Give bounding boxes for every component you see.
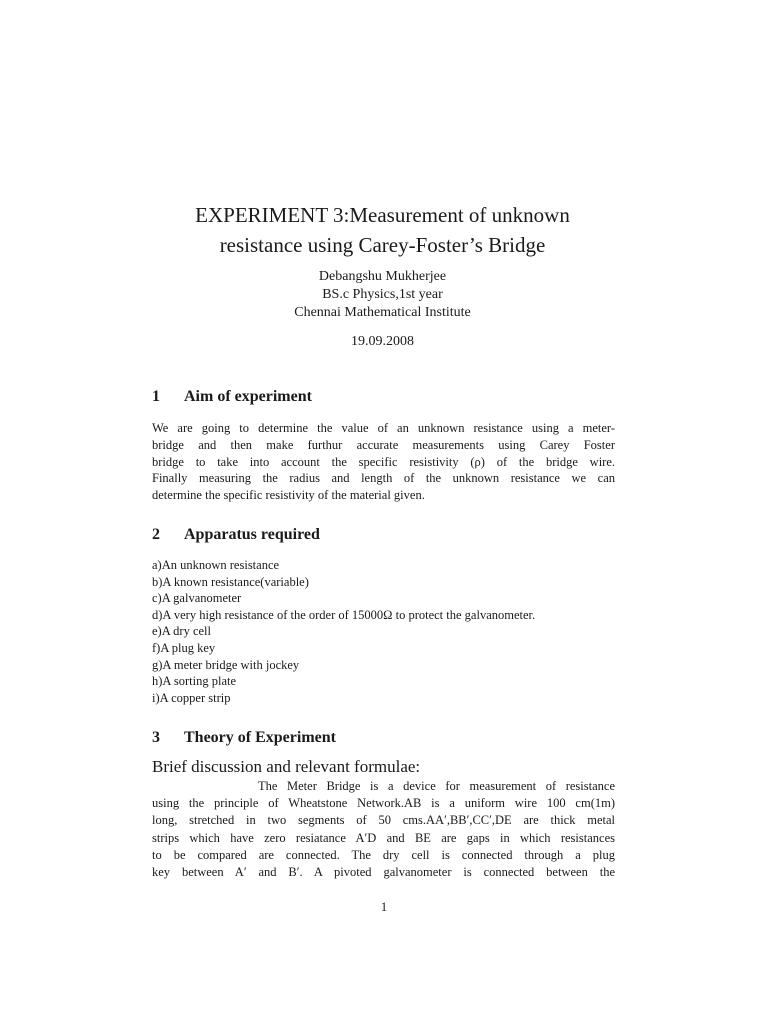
theory-line: to be compared are connected. The dry cell is connected through a plug bbox=[152, 847, 615, 862]
page-number: 1 bbox=[380, 900, 388, 914]
apparatus-list bbox=[152, 557, 622, 706]
theory-line: key between A′ and B′. A pivoted galvanometer is connected between the bbox=[152, 864, 615, 879]
theory-paragraph bbox=[152, 778, 615, 881]
section-heading-theory bbox=[152, 728, 336, 748]
author-name: Debangshu Mukherjee bbox=[318, 269, 447, 284]
title-line-2: resistance using Carey-Foster’s Bridge bbox=[219, 233, 546, 257]
aim-line: We are going to determine the value of an unknown resistance using a meter- bbox=[152, 421, 615, 435]
section-title: Apparatus required bbox=[184, 526, 320, 543]
section-heading-apparatus bbox=[152, 525, 320, 545]
section-number: 1 bbox=[152, 388, 160, 405]
aim-line: determine the specific resistivity of the material given. bbox=[152, 488, 425, 503]
list-item: c)A galvanometer bbox=[152, 591, 242, 606]
author-program: BS.c Physics,1st year bbox=[322, 287, 443, 302]
theory-line: The Meter Bridge is a device for measurement of resistance bbox=[258, 779, 615, 793]
author-block bbox=[150, 268, 615, 322]
list-item: b)A known resistance(variable) bbox=[152, 574, 309, 589]
title-line-1: EXPERIMENT 3:Measurement of unknown bbox=[195, 203, 570, 227]
theory-subheading: Brief discussion and relevant formulae: bbox=[152, 757, 421, 776]
section-number: 2 bbox=[152, 526, 160, 543]
paper-title bbox=[150, 200, 615, 260]
aim-line: Finally measuring the radius and length of the unknown resistance we can bbox=[152, 471, 615, 486]
list-item: d)A very high resistance of the order of 15000Ω to protect the galvanometer. bbox=[152, 607, 536, 622]
section-heading-aim bbox=[152, 387, 312, 407]
aim-paragraph bbox=[152, 420, 615, 504]
theory-line: strips which have zero resiatance A′D and BE are gaps in which resistances bbox=[152, 830, 615, 845]
section-title: Aim of experiment bbox=[184, 388, 312, 405]
list-item: h)A sorting plate bbox=[152, 674, 237, 689]
list-item: f)A plug key bbox=[152, 640, 216, 655]
paper-date: 19.09.2008 bbox=[351, 334, 414, 349]
author-institute: Chennai Mathematical Institute bbox=[294, 305, 471, 320]
aim-line: bridge and then make furthur accurate measurements using Carey Foster bbox=[152, 437, 615, 452]
list-item: a)An unknown resistance bbox=[152, 558, 280, 572]
list-item: e)A dry cell bbox=[152, 624, 212, 639]
section-title: Theory of Experiment bbox=[184, 729, 336, 746]
list-item: g)A meter bridge with jockey bbox=[152, 657, 300, 672]
theory-line: long, stretched in two segments of 50 cms.AA′,BB′,CC′,DE are thick metal bbox=[152, 813, 615, 828]
aim-line: bridge to take into account the specific resistivity (ρ) of the bridge wire. bbox=[152, 454, 615, 469]
section-number: 3 bbox=[152, 729, 160, 746]
list-item: i)A copper strip bbox=[152, 690, 231, 705]
theory-line: using the principle of Wheatstone Network.AB is a uniform wire 100 cm(1m) bbox=[152, 796, 615, 811]
